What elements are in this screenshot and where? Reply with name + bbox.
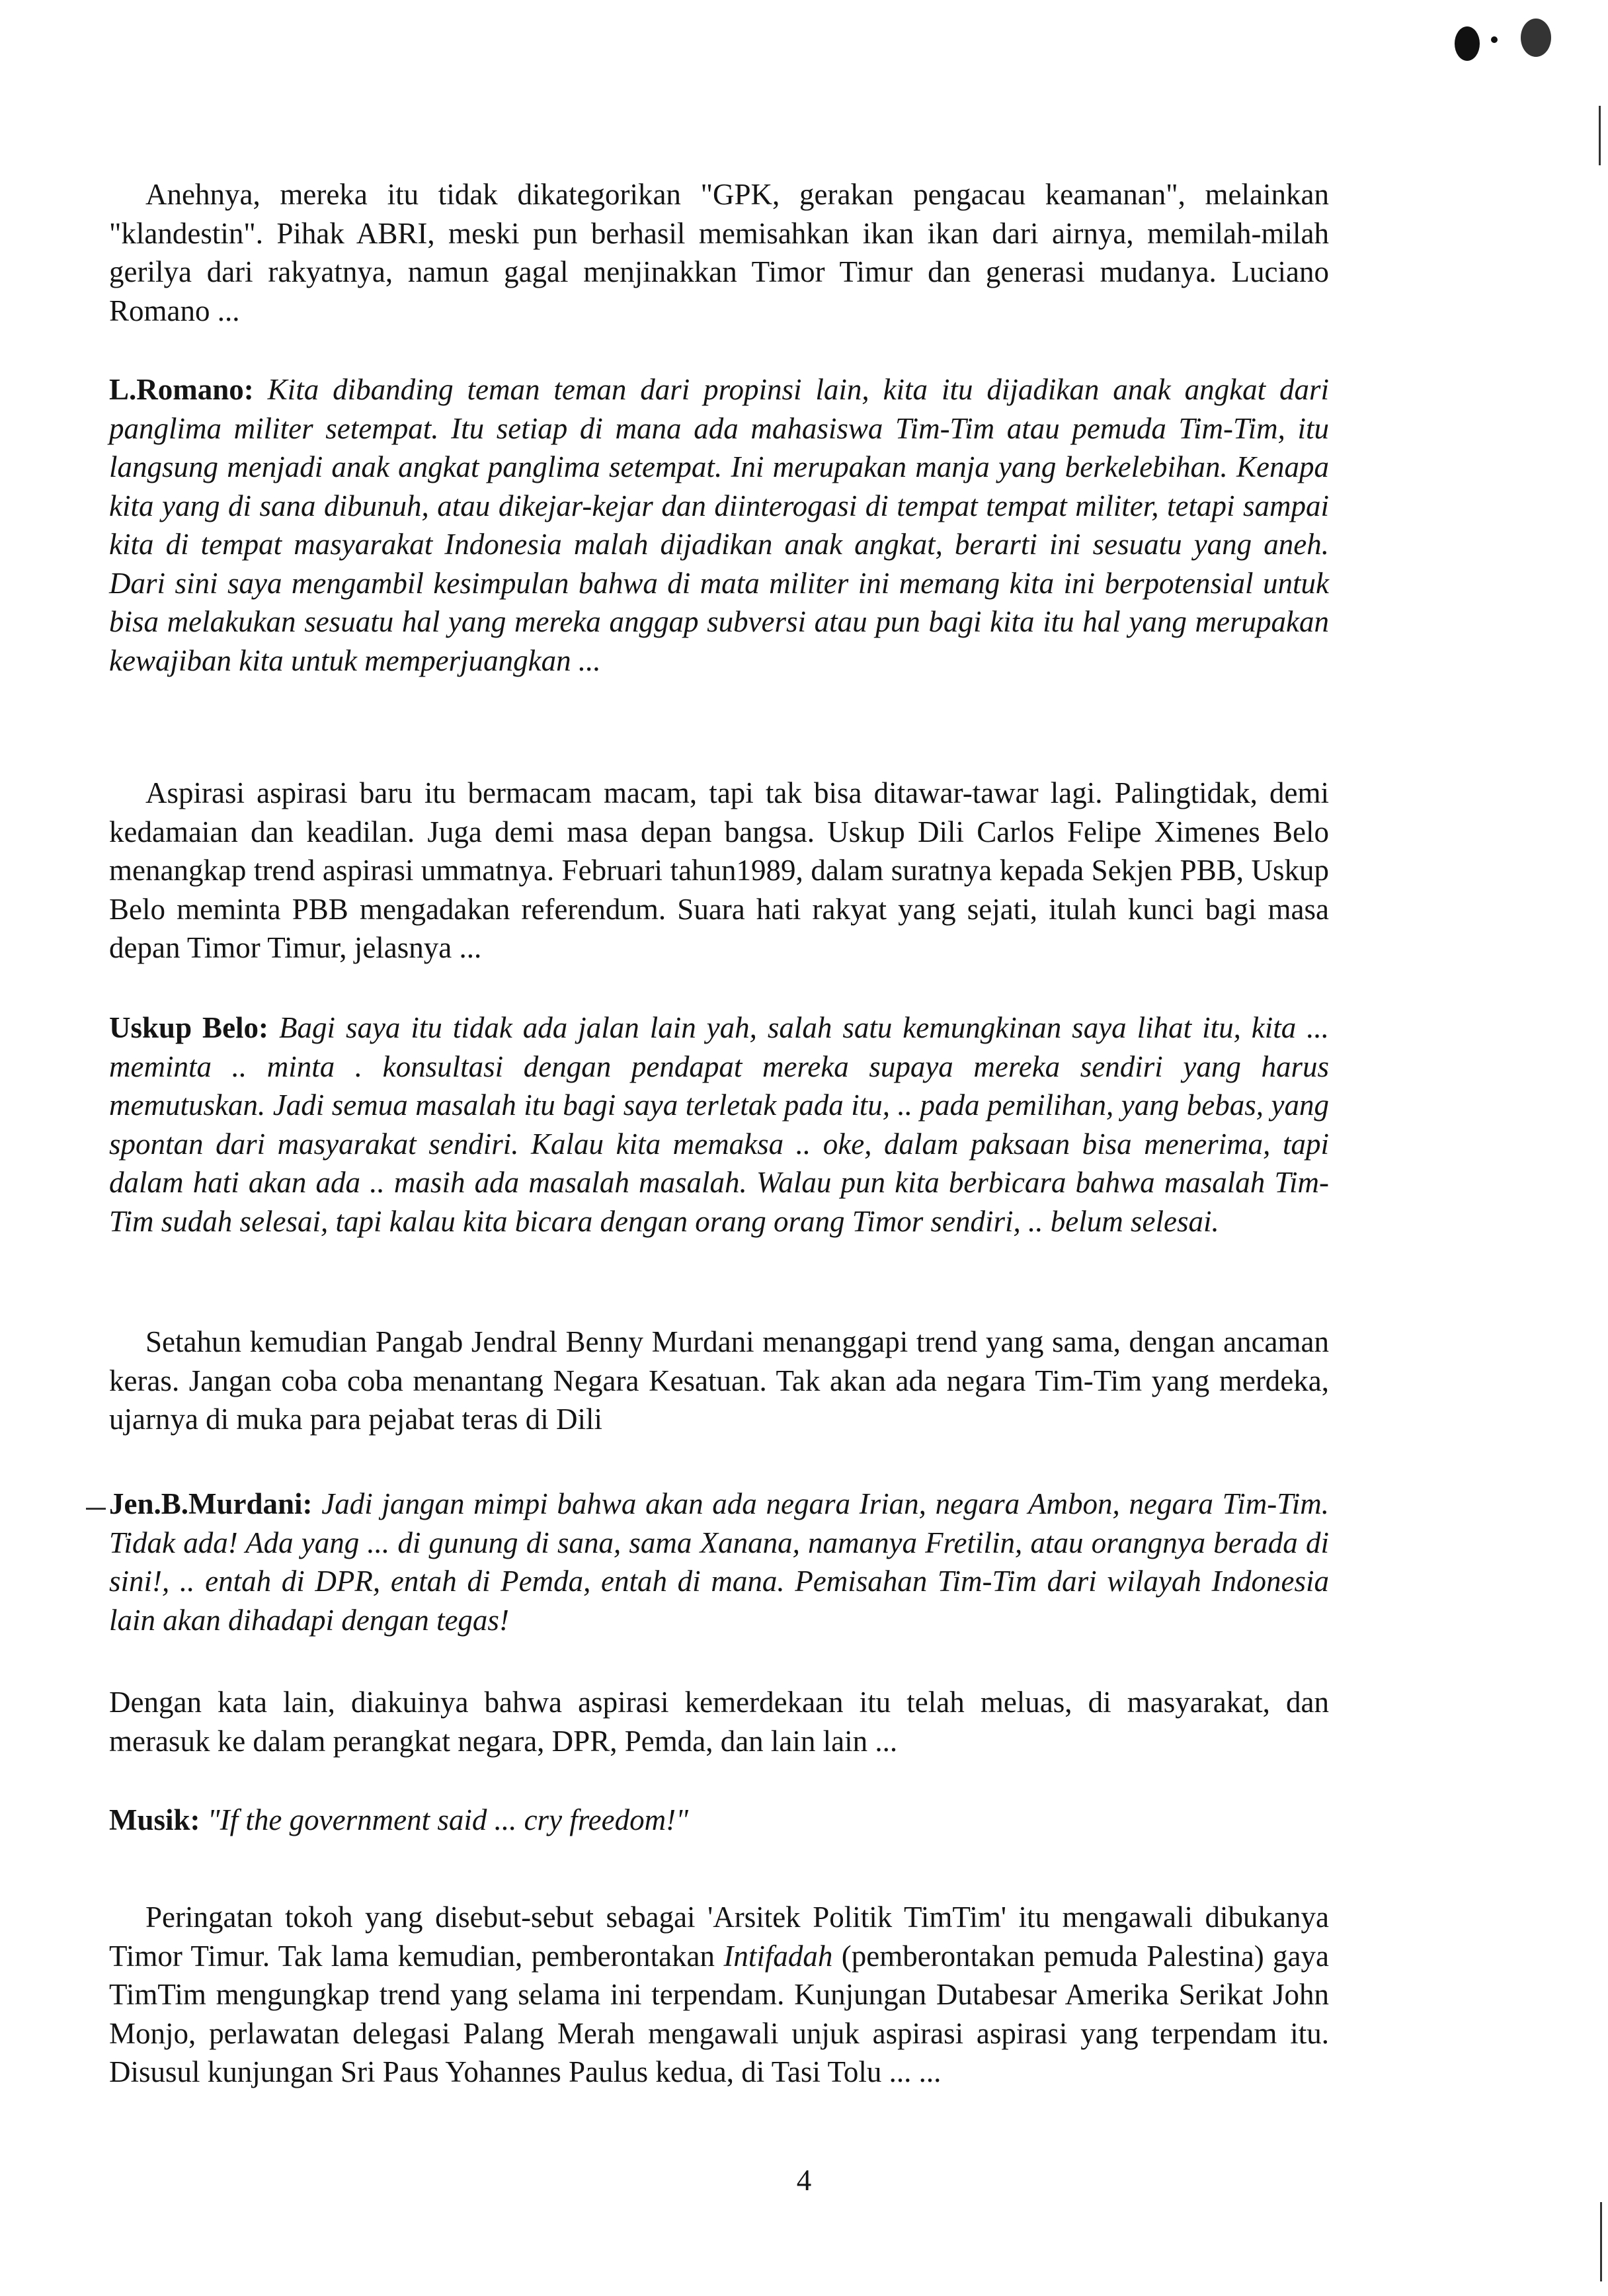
paragraph-text: Aspirasi aspirasi baru itu bermacam macam, tapi tak bisa ditawar-tawar lagi. Palingtidak, demi kedamaian dan keadilan. Juga demi masa depan bangsa. Uskup Dili Carlos Felipe Ximenes Belo menangkap trend aspirasi ummatnya. Februari tahun1989, dalam suratnya kepada Sekjen PBB, Uskup Belo meminta PBB mengadakan referendum. Suara hati rakyat yang sejati, itulah kunci bagi masa depan Timor Timur, jelasnya ... bbox=[109, 776, 1329, 964]
paragraph-text: (pemberontakan pemuda Palestina) gaya TimTim mengungkap trend yang selama ini terpendam. Kunjungan Dutabesar Amerika Serikat John Monjo, perlawatan delegasi Palang Merah mengawali unjuk aspirasi aspirasi yang terpendam itu. Disusul kunjungan Sri Paus Yohannes Paulus kedua, di Tasi Tolu ... ... bbox=[109, 1939, 1329, 2088]
scan-stray-mark bbox=[86, 1508, 106, 1510]
speaker-label: Musik: bbox=[109, 1803, 200, 1836]
paragraph-text: Setahun kemudian Pangab Jendral Benny Murdani menanggapi trend yang sama, dengan ancaman keras. Jangan coba coba menantang Negara Kesatuan. Tak akan ada negara Tim-Tim yang merdeka, ujarnya di muka para pejabat teras di Dili bbox=[109, 1325, 1329, 1436]
speech-text: Jadi jangan mimpi bahwa akan ada negara Irian, negara Ambon, negara Tim-Tim. Tidak ada! Ada yang ... di gunung di sana, sama Xanana, namanya Fretilin, atau orangnya berada di sini!, .. entah di DPR, entah di Pemda, entah di mana. Pemisahan Tim-Tim dari wilayah Indonesia lain akan dihadapi dengan tegas! bbox=[109, 1487, 1330, 1637]
speech-text: Kita dibanding teman teman dari propinsi lain, kita itu dijadikan anak angkat dari panglima militer setempat. Itu setiap di mana ada mahasiswa Tim-Tim atau pemuda Tim-Tim, itu langsung menjadi anak angkat panglima setempat. Ini merupakan manja yang berkelebihan. Kenapa kita yang di sana dibunuh, atau dikejar-kejar dan diinterogasi di tempat tempat militer, tetapi sampai kita di tempat masyarakat Indonesia malah dijadikan anak angkat, berarti ini sesuatu yang aneh. Dari sini saya mengambil kesimpulan bahwa di mata militer ini memang kita ini berpotensial untuk bisa melakukan sesuatu hal yang mereka anggap subversi atau pun bagi kita itu hal yang merupakan kewajiban kita untuk memperjuangkan ... bbox=[109, 373, 1330, 677]
speaker-label: Uskup Belo: bbox=[109, 1011, 269, 1044]
narration-paragraph bbox=[109, 175, 1329, 330]
dialogue-paragraph bbox=[109, 1801, 1329, 1840]
speech-text: "If the government said ... cry freedom!" bbox=[207, 1803, 688, 1836]
dialogue-paragraph bbox=[109, 1008, 1329, 1241]
paragraph-text: Dengan kata lain, diakuinya bahwa aspirasi kemerdekaan itu telah meluas, di masyarakat, dan merasuk ke dalam perangkat negara, DPR, Pemda, dan lain lain ... bbox=[109, 1686, 1329, 1758]
ink-blot-mark bbox=[1455, 26, 1480, 61]
speech-text: Bagi saya itu tidak ada jalan lain yah, salah satu kemungkinan saya lihat itu, kita ... meminta .. minta . konsultasi dengan pendapat mereka supaya mereka sendiri yang harus memutuskan. Jadi semua masalah itu bagi saya terletak pada itu, .. pada pemilihan, yang bebas, yang spontan dari masyarakat sendiri. Kalau kita memaksa .. oke, dalam paksaan bisa menerima, tapi dalam hati akan ada .. masih ada masalah masalah. Walau pun kita berbicara bahwa masalah Tim-Tim sudah selesai, tapi kalau kita bicara dengan orang orang Timor sendiri, .. belum selesai. bbox=[109, 1011, 1329, 1238]
narration-paragraph bbox=[109, 1898, 1329, 2092]
dialogue-paragraph bbox=[109, 370, 1329, 680]
narration-paragraph bbox=[109, 1683, 1329, 1760]
ink-blot-mark bbox=[1491, 36, 1498, 43]
narration-paragraph bbox=[109, 1323, 1329, 1439]
paragraph-text: Anehnya, mereka itu tidak dikategorikan "GPK, gerakan pengacau keamanan", melainkan "klandestin". Pihak ABRI, meski pun berhasil memisahkan ikan ikan dari airnya, memilah-milah gerilya dari rakyatnya, namun gagal menjinakkan Timor Timur dan generasi mudanya. Luciano Romano ... bbox=[109, 178, 1329, 327]
page-number: 4 bbox=[796, 2164, 812, 2197]
narration-paragraph bbox=[109, 774, 1329, 967]
paragraph-text: Peringatan tokoh yang disebut-sebut sebagai 'Arsitek Politik TimTim' itu mengawali dibukanya Timor Timur. Tak lama kemudian, pemberontakan bbox=[109, 1901, 1329, 1973]
dialogue-paragraph bbox=[109, 1485, 1329, 1639]
scan-edge-mark bbox=[1599, 106, 1601, 165]
emphasis-text: Intifadah bbox=[723, 1939, 833, 1973]
ink-blot-mark bbox=[1521, 19, 1551, 57]
scan-edge-mark bbox=[1600, 2202, 1602, 2281]
speaker-label: Jen.B.Murdani: bbox=[109, 1487, 313, 1520]
speaker-label: L.Romano: bbox=[109, 373, 254, 406]
